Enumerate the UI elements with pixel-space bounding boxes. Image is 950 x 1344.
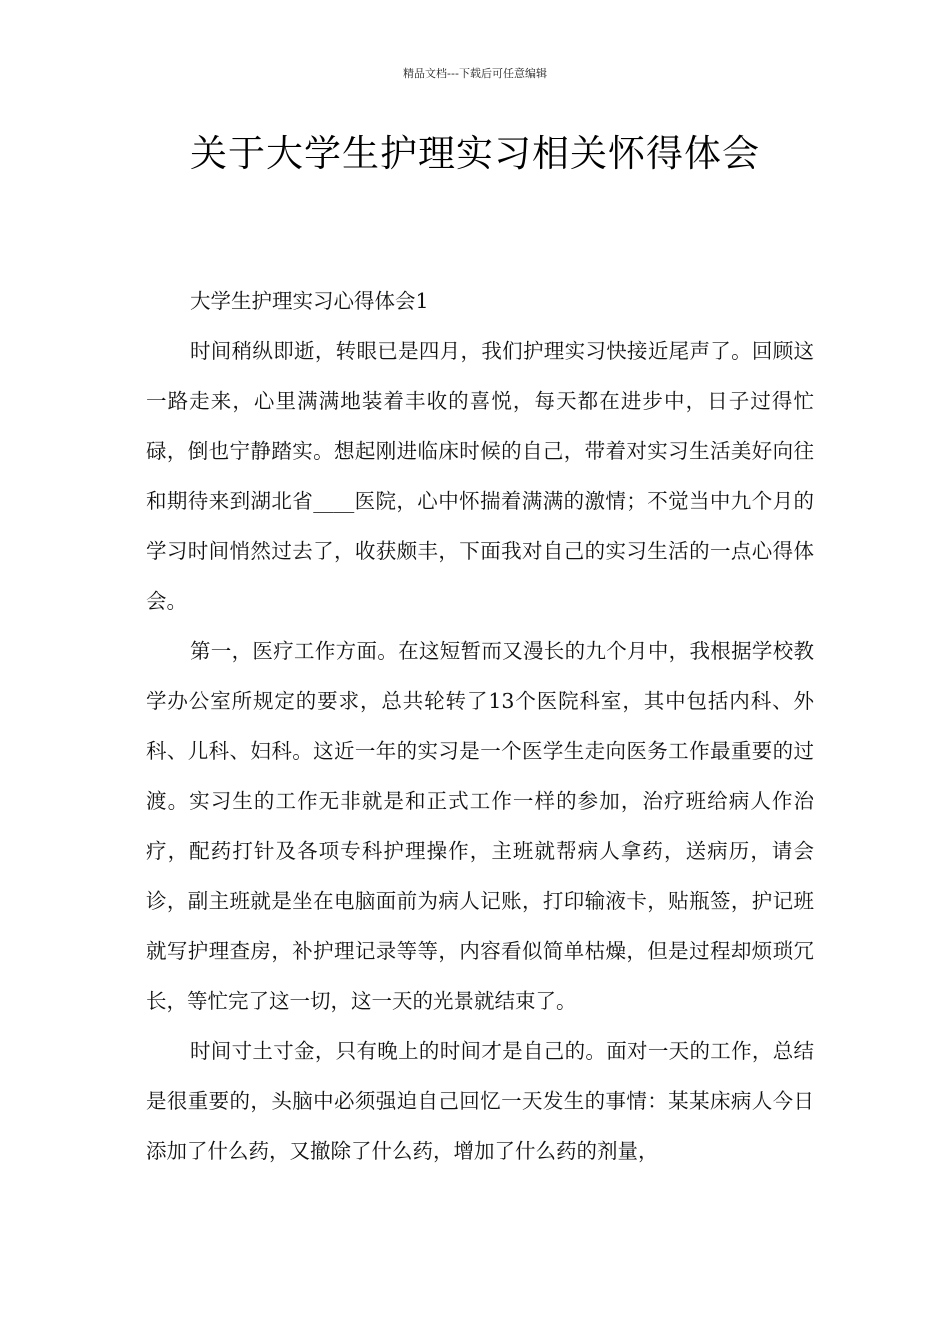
paragraph: 时间寸土寸金，只有晚上的时间才是自己的。面对一天的工作，总结是很重要的，头脑中必须强迫自己回忆一天发生的事情：某某床病人今日添加了什么药，又撤除了什么药，增加了什么药的剂量， [146,1039,814,1163]
paragraph: 第一，医疗工作方面。在这短暂而又漫长的九个月中，我根据学校教学办公室所规定的要求，总共轮转了13个医院科室，其中包括内科、外科、儿科、妇科。这近一年的实习是一个医学生走向医务工作最重要的过渡。实习生的工作无非就是和正式工作一样的参加，治疗班给病人作治疗，配药打针及各项专科护理操作，主班就帮病人拿药，送病历，请会诊，副主班就是坐在电脑面前为病人记账，打印输液卡，贴瓶签，护记班就写护理查房，补护理记录等等，内容看似简单枯燥，但是过程却烦琐冗长，等忙完了这一切，这一天的光景就结束了。 [146,639,814,1013]
document-title: 关于大学生护理实习相关怀得体会 [190,132,760,175]
document-body [146,276,814,1176]
page-header-note: 精品文档---下载后可任意编辑 [403,67,547,80]
section-heading: 大学生护理实习心得体会1 [190,289,429,313]
paragraph: 时间稍纵即逝，转眼已是四月，我们护理实习快接近尾声了。回顾这一路走来，心里满满地装着丰收的喜悦，每天都在进步中，日子过得忙碌，倒也宁静踏实。想起刚进临床时候的自己，带着对实习生活美好向往和期待来到湖北省____医院，心中怀揣着满满的激情；不觉当中九个月的学习时间悄然过去了，收获颇丰，下面我对自己的实习生活的一点心得体会。 [146,339,814,613]
